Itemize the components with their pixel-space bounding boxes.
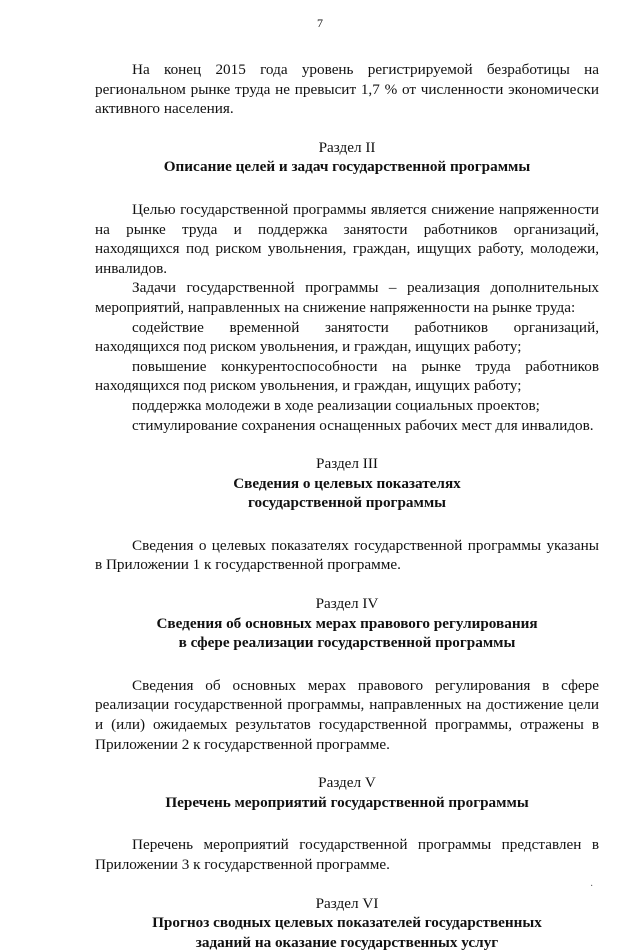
section-title: Описание целей и задач государственной программы bbox=[163, 158, 531, 176]
section-title: Перечень мероприятий государственной программы bbox=[165, 793, 529, 811]
paragraph: Сведения о целевых показателях государственной программы указаны в Приложении 1 к государственной программе. bbox=[95, 536, 599, 574]
paragraph: Сведения об основных мерах правового регулирования в сфере реализации государственной программы, направленных на достижение цели и (или) ожидаемых результатов государственной программы, отражены в Приложении 2 к государственной программе. bbox=[95, 676, 599, 753]
section-3 bbox=[95, 454, 599, 575]
list-item: содействие временной занятости работников организаций, находящихся под риском увольнения, и граждан, ищущих работу; bbox=[95, 318, 599, 356]
section-label: Раздел IV bbox=[315, 595, 379, 613]
paragraph: Перечень мероприятий государственной программы представлен в Приложении 3 к государственной программе. bbox=[95, 836, 599, 873]
section-title: заданий на оказание государственных услуг bbox=[195, 933, 499, 951]
section-5 bbox=[95, 773, 599, 874]
scan-speck: · bbox=[590, 881, 594, 892]
document-body bbox=[95, 60, 599, 952]
paragraph: Целью государственной программы является снижение напряженности на рынке труда и поддержка занятости работников организаций, находящихся под риском увольнения, граждан, ищущих работу, молодежи, инвалидов. bbox=[95, 200, 599, 277]
list-item: повышение конкурентоспособности на рынке труда работников находящихся под риском увольнения, и граждан, ищущих работу; bbox=[95, 357, 599, 395]
paragraph: Задачи государственной программы – реализация дополнительных мероприятий, направленных на снижение напряженности на рынке труда: bbox=[95, 279, 599, 316]
section-4 bbox=[95, 594, 599, 754]
section-title: в сфере реализации государственной программы bbox=[178, 634, 516, 652]
section-title: государственной программы bbox=[247, 494, 447, 512]
section-label: Раздел VI bbox=[315, 894, 379, 912]
section-title: Прогноз сводных целевых показателей государственных bbox=[152, 914, 542, 932]
page-number: 7 bbox=[317, 16, 323, 30]
list-item: стимулирование сохранения оснащенных рабочих мест для инвалидов. bbox=[132, 416, 594, 434]
section-title: Сведения об основных мерах правового регулирования bbox=[156, 614, 538, 632]
section-title: Сведения о целевых показателях bbox=[233, 474, 461, 492]
section-label: Раздел III bbox=[316, 455, 378, 473]
section-label: Раздел II bbox=[318, 138, 376, 156]
section-2 bbox=[95, 138, 599, 435]
list-item: поддержка молодежи в ходе реализации социальных проектов; bbox=[132, 396, 540, 414]
section-label: Раздел V bbox=[318, 774, 376, 792]
section-6 bbox=[95, 894, 599, 952]
intro-paragraph: На конец 2015 года уровень регистрируемой безработицы на региональном рынке труда не превысит 1,7 % от численности экономически активного населения. bbox=[95, 61, 599, 118]
